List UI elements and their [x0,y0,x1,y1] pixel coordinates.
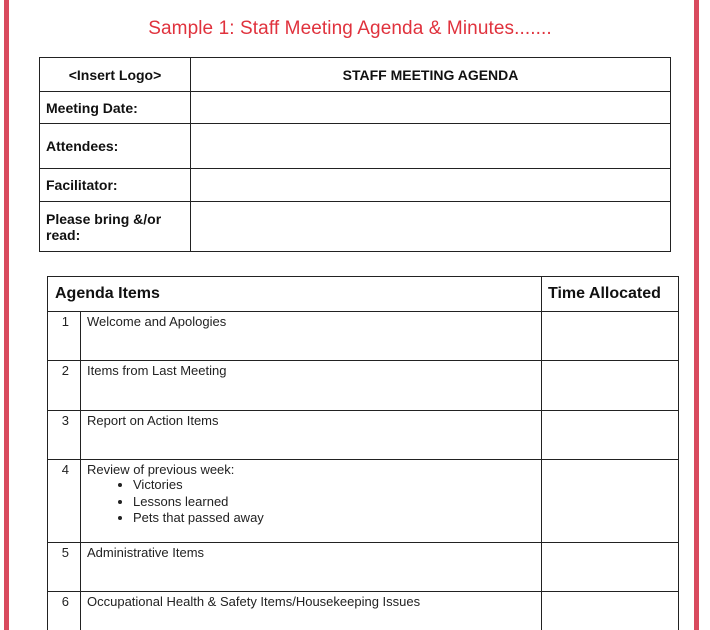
header-row-attendees [40,124,671,169]
agenda-row-time[interactable] [542,361,679,411]
bullet-item: • Pets that passed away [133,510,535,527]
agenda-row [48,312,679,361]
review-bullet-list [87,477,535,527]
agenda-items-table [47,276,679,630]
agenda-row-item: Report on Action Items [81,411,542,460]
attendees-value[interactable] [191,124,671,169]
logo-placeholder: <Insert Logo> [40,58,191,92]
bring-read-value[interactable] [191,202,671,252]
agenda-row-time[interactable] [542,411,679,460]
agenda-row-number: 4 [48,460,81,543]
agenda-row-time[interactable] [542,312,679,361]
agenda-row-item: Occupational Health & Safety Items/Housekeeping Issues [81,592,542,630]
agenda-row [48,361,679,411]
agenda-row [48,592,679,630]
meeting-header-table [39,57,671,252]
agenda-items-header: Agenda Items [48,277,542,312]
agenda-row-time[interactable] [542,543,679,592]
header-row-meeting-date [40,92,671,124]
header-row-bring-read [40,202,671,252]
time-allocated-header: Time Allocated [542,277,679,312]
header-row-facilitator [40,169,671,202]
agenda-row-time[interactable] [542,460,679,543]
agenda-row-item: Administrative Items [81,543,542,592]
bring-read-label: Please bring &/or read: [40,202,191,252]
agenda-row-item: Review of previous week: [87,462,235,477]
document-title: Sample 1: Staff Meeting Agenda & Minutes....... [148,18,552,39]
facilitator-label: Facilitator: [40,169,191,202]
agenda-row [48,460,679,543]
agenda-row [48,411,679,460]
header-row-title [40,58,671,92]
agenda-row-number: 3 [48,411,81,460]
attendees-label: Attendees: [40,124,191,169]
agenda-row-item-with-bullets [81,460,542,543]
bullet-item: • Victories [133,477,535,494]
agenda-row-item: Welcome and Apologies [81,312,542,361]
agenda-row [48,543,679,592]
agenda-row-item: Items from Last Meeting [81,361,542,411]
agenda-row-number: 6 [48,592,81,630]
agenda-row-number: 1 [48,312,81,361]
meeting-date-label: Meeting Date: [40,92,191,124]
agenda-heading: STAFF MEETING AGENDA [191,58,671,92]
meeting-date-value[interactable] [191,92,671,124]
facilitator-value[interactable] [191,169,671,202]
agenda-row-number: 2 [48,361,81,411]
agenda-row-time[interactable] [542,592,679,630]
agenda-header-row [48,277,679,312]
bullet-item: • Lessons learned [133,494,535,511]
agenda-row-number: 5 [48,543,81,592]
